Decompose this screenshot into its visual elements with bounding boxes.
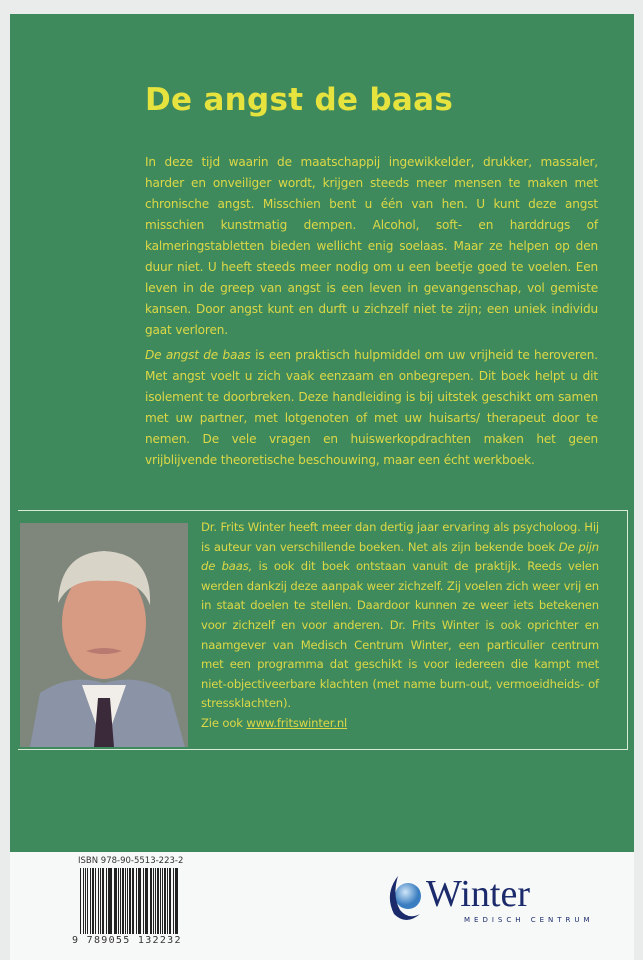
barcode-bar (106, 868, 107, 934)
logo-word: Winter (426, 873, 530, 915)
book-title-italic: De angst de baas (145, 348, 251, 362)
bio-text: Dr. Frits Winter heeft meer dan dertig jaar ervaring als psycholoog. Hij is auteur van verschillende boeken. Net als zijn bekende boek (201, 520, 599, 554)
barcode-bar (85, 868, 86, 934)
barcode-bar (102, 868, 103, 934)
barcode-bar (169, 868, 171, 934)
barcode-bar (143, 868, 144, 934)
barcode-bar (155, 868, 156, 934)
barcode-bar (160, 868, 161, 934)
intro-paragraph: In deze tijd waarin de maatschappij ingewikkelder, drukker, massaler, harder en onveiliger wordt, krijgen steeds meer mensen te maken met chronische angst. Misschien bent u één van hen. U kunt deze angst misschien kunstmatig dempen. Alcohol, soft- en harddrugs of kalmeringstabletten bieden wellicht enig soelaas. Maar ze helpen op den duur niet. U heeft steeds meer nodig om u een beetje goed te voelen. Een leven in de greep van angst is een leven in gevangenschap, vol gemiste kansen. Door angst kunt en durft u zichzelf niet te zijn; een uniek individu gaat verloren. (145, 155, 598, 337)
barcode-bar (139, 868, 140, 934)
barcode-bar (98, 868, 99, 934)
barcode-bar (125, 868, 126, 934)
bio-text-continued: is ook dit boek ontstaan vanuit de praktijk. Reeds velen werden dankzij deze aanpak weer zichzelf. Zij voelen zich weer vrij en in staat doelen te stellen. Daardoor kunnen ze weer iets betekenen voor zichzelf en voor anderen. Dr. Frits Winter is ook oprichter en naamgever van Medisch Centrum Winter, een particulier centrum met een programma dat geschikt is voor iedereen die kampt met niet-objectiveerbare klachten (met name burn-out, vermoeidheids- of stressklachten). (201, 559, 599, 711)
barcode-bar (138, 868, 139, 934)
book-title: De angst de baas (145, 82, 454, 118)
website-link[interactable]: www.fritswinter.nl (246, 715, 348, 730)
barcode-bar (115, 868, 116, 934)
barcode-bar (83, 868, 84, 934)
barcode-bar (92, 868, 94, 934)
barcode-bar (146, 868, 147, 934)
barcode-bar (109, 868, 111, 934)
logo-swirl-icon (384, 870, 428, 926)
description-paragraph (145, 345, 598, 471)
barcode-bar (153, 868, 154, 934)
see-also-label: Zie ook (201, 715, 247, 730)
barcode-bar (95, 868, 96, 934)
isbn-label: ISBN 978-90-5513-223-2 (78, 856, 184, 866)
barcode-bar (145, 868, 146, 934)
publisher-logo (384, 870, 594, 930)
barcode-bar (122, 868, 123, 934)
barcode-number: 9 789055 132232 (72, 935, 182, 946)
barcode-bar (118, 868, 119, 934)
logo-subtitle: MEDISCH CENTRUM (464, 916, 594, 924)
barcode-bar (114, 868, 115, 934)
barcode-bar (108, 868, 109, 934)
barcode-bar (90, 868, 91, 934)
barcode-bar (157, 868, 158, 934)
barcode-bar (150, 868, 152, 934)
barcode-bar (80, 868, 81, 934)
author-bio (201, 518, 599, 734)
barcode-bar (175, 868, 176, 934)
barcode-bar (120, 868, 121, 934)
barcode-bar (87, 868, 88, 934)
barcode-bar (100, 868, 101, 934)
author-photo (20, 523, 188, 747)
barcode-bar (167, 868, 168, 934)
barcode-bar (127, 868, 128, 934)
barcode-bar (164, 868, 165, 934)
barcode-bar (176, 868, 177, 934)
description-text: is een praktisch hulpmiddel om uw vrijheid te heroveren. Met angst voelt u zich vaak eenzaam en onbegrepen. Dit boek helpt u dit isolement te doorbreken. Deze handleiding is bij uitstek geschikt om samen met uw partner, met lotgenoten of met uw huisarts/ therapeut door te nemen. De vele vragen en huiswerkopdrachten maken het geen vrijblijvende theoretische beschouwing, maar een écht werkboek. (145, 348, 598, 467)
barcode-bar (173, 868, 174, 934)
barcode (80, 868, 180, 934)
barcode-bar (129, 868, 131, 934)
barcode-bar (132, 868, 133, 934)
other-book-title: De pijn de baas, (201, 539, 599, 574)
barcode-bar (136, 868, 137, 934)
barcode-bar (162, 868, 163, 934)
